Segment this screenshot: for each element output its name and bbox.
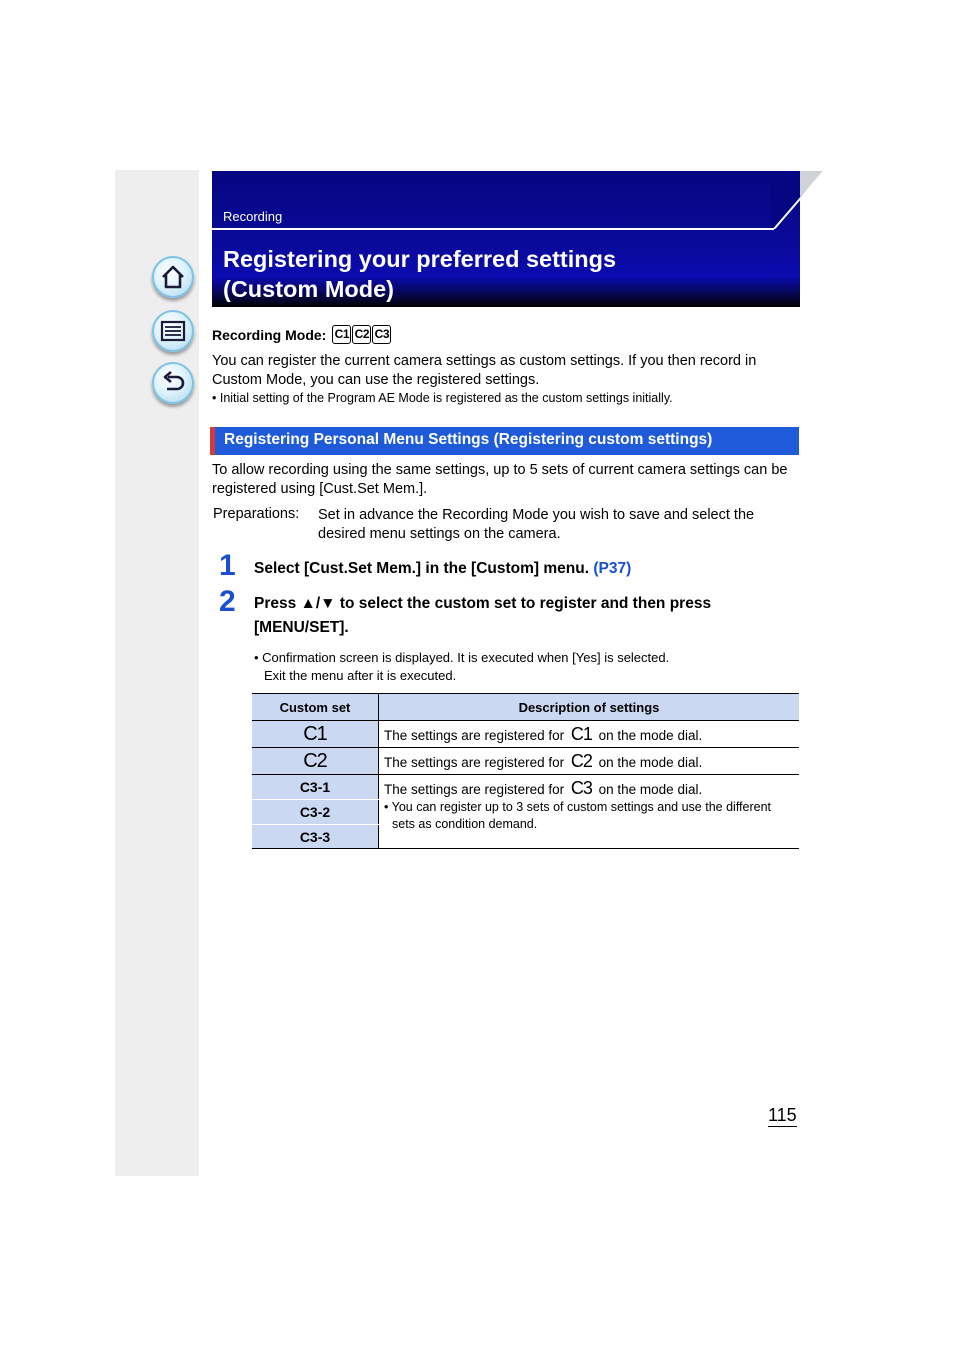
c3-note: • You can register up to 3 sets of custom settings and use the different sets as condition demand.: [384, 800, 772, 831]
step-2-number: 2: [219, 585, 236, 618]
c2-icon: C2: [570, 751, 592, 771]
step-1-text: Select [Cust.Set Mem.] in the [Custom] menu. (P37): [254, 560, 632, 577]
c1-icon: C1: [570, 724, 592, 744]
table-header-row: [252, 694, 799, 721]
menu-list-icon: [159, 317, 187, 345]
header-rule: [212, 228, 774, 230]
custom-set-table: [252, 693, 799, 849]
step-2-notes: • Confirmation screen is displayed. It is executed when [Yes] is selected. Exit the menu after it is executed.: [254, 650, 670, 683]
table-row: [252, 748, 799, 775]
mode-c3-icon: C3: [372, 325, 391, 344]
intro-text: You can register the current camera settings as custom settings. If you then record in Custom Mode, you can use the registered settings.: [212, 353, 757, 388]
section-label: Recording: [223, 209, 283, 224]
col-header-description: Description of settings: [379, 694, 800, 721]
mode-c1-icon: C1: [332, 325, 351, 344]
section-header: Registering Personal Menu Settings (Registering custom settings): [210, 427, 799, 455]
page-title: Registering your preferred settings (Custom Mode): [223, 246, 617, 302]
table-row: [252, 775, 799, 800]
back-arrow-icon: [159, 369, 187, 397]
custom-set-c3-3: C3-3: [252, 825, 379, 849]
preparations-label: Preparations:: [213, 506, 300, 522]
description-c2: The settings are registered for C2 on the mode dial.: [379, 748, 800, 775]
page-number: 115: [768, 1105, 797, 1125]
col-header-custom-set: Custom set: [252, 694, 379, 721]
intro-note: • Initial setting of the Program AE Mode is registered as the custom settings initially.: [212, 391, 673, 405]
custom-set-c3-2: C3-2: [252, 800, 379, 825]
home-icon: [159, 263, 187, 291]
mode-icons: [332, 325, 391, 344]
mode-c2-icon: C2: [352, 325, 371, 344]
back-button[interactable]: [152, 362, 194, 404]
page-link-p37[interactable]: (P37): [593, 560, 632, 577]
preparations-text: Set in advance the Recording Mode you wish to save and select the desired menu settings on the camera.: [318, 507, 755, 542]
table-row: [252, 721, 799, 748]
custom-set-c1: C1: [252, 721, 379, 748]
custom-set-c3-1: C3-1: [252, 775, 379, 800]
menu-button[interactable]: [152, 310, 194, 352]
custom-set-c2: C2: [252, 748, 379, 775]
section-text: To allow recording using the same settings, up to 5 sets of current camera settings can be registered using [Cust.Set Mem.].: [212, 462, 788, 497]
step-2-text: Press ▲/▼ to select the custom set to register and then press [MENU/SET].: [254, 595, 712, 636]
step-1-number: 1: [219, 549, 236, 582]
home-button[interactable]: [152, 256, 194, 298]
description-c1: The settings are registered for C1 on the mode dial.: [379, 721, 800, 748]
description-c3: The settings are registered for C3 on the mode dial. • You can register up to 3 sets of custom settings and use the different sets as condition demand.: [379, 775, 800, 849]
page-corner-decoration: [770, 171, 824, 229]
recording-mode: Recording Mode: C1 C2 C3: [212, 325, 391, 344]
c3-icon: C3: [570, 778, 592, 798]
